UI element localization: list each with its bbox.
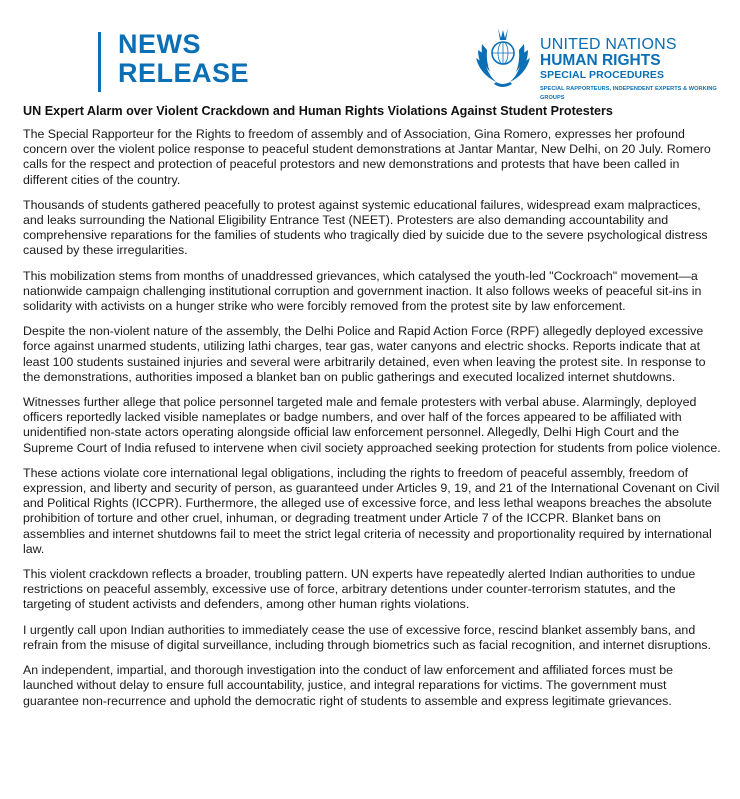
news-label: NEWS (118, 29, 201, 59)
paragraph: An independent, impartial, and thorough investigation into the conduct of law enforcement and affiliated forces must be launched without delay to ensure full accountability, justice, and integral reparations for victims. The government must guarantee non-recurrence and uphold the democratic right of students to assemble and express legitimate grievances. (23, 663, 674, 708)
paragraph: The Special Rapporteur for the Rights to freedom of assembly and of Association, Gina Romero, expresses her profound concern over the violent police response to peaceful student demonstrations at Jantar Mantar, New Delhi, on 20 July. Romero calls for the respect and protection of peaceful protestors and new demonstrations and protests that have been called in different cities of the country. (23, 127, 711, 187)
divider-bar (98, 32, 101, 92)
un-text-block (540, 36, 730, 103)
un-human-rights-logo (470, 26, 730, 101)
release-label: RELEASE (118, 58, 250, 88)
paragraph: This mobilization stems from months of unaddressed grievances, which catalysed the youth-led "Cockroach" movement—a nationwide campaign challenging institutional corruption and government inaction. It also follows weeks of peaceful sit-ins in solidarity with activists on a hunger strike who were forcibly removed from the protest site by law enforcement. (23, 268, 702, 314)
paragraph: Despite the non-violent nature of the assembly, the Delhi Police and Rapid Action Force (RPF) allegedly deployed excessive force against unarmed students, utilizing lathi charges, tear gas, water canyons and electric shocks. Reports indicate that at least 100 students sustained injuries and several were arbitrarily detained, even when leaving the protest site. In response to the demonstrations, authorities imposed a blanket ban on public gatherings and executed localized internet shutdowns. (23, 324, 706, 384)
document-title: UN Expert Alarm over Violent Crackdown and Human Rights Violations Against Student Protesters (23, 104, 613, 118)
org-line-3: SPECIAL PROCEDURES (540, 69, 665, 81)
news-release-label (118, 30, 249, 88)
paragraph: This violent crackdown reflects a broader, troubling pattern. UN experts have repeatedly alerted Indian authorities to undue restrictions on peaceful assembly, excessive use of force, arbitrary detentions under counter-terrorism statutes, and the targeting of student activists and defenders, among other human rights violations. (23, 567, 696, 612)
org-line-4: SPECIAL RAPPORTEURS, INDEPENDENT EXPERTS & WORKING GROUPS (540, 86, 717, 101)
un-emblem-icon (470, 26, 536, 92)
org-line-2: HUMAN RIGHTS (540, 52, 661, 69)
paragraph: These actions violate core international legal obligations, including the rights to freedom of peaceful assembly, freedom of expression, and liberty and security of person, as guaranteed under Articles 9, 19, and 21 of the International Covenant on Civil and Political Rights (ICCPR). Furthermore, the alleged use of excessive force, and less lethal weapons breaches the absolute prohibition of torture and other cruel, inhuman, or degrading treatment under Article 7 of the ICCPR. Blanket bans on assemblies and internet shutdowns fail to meet the strict legal criteria of necessity and proportionality required by international law. (23, 465, 720, 556)
press-release-body (23, 104, 723, 719)
org-line-1: UNITED NATIONS (540, 36, 677, 53)
paragraph: Thousands of students gathered peacefully to protest against systemic educational failures, widespread exam malpractices, and leaks surrounding the National Eligibility Entrance Test (NEET). Protesters are also demanding accountability and comprehensive reparations for the families of students who tragically died by suicide due to the severe psychological distress caused by these irregularities. (23, 197, 708, 258)
header (0, 0, 740, 100)
paragraph: Witnesses further allege that police personnel targeted male and female protesters with verbal abuse. Alarmingly, deployed officers reportedly lacked visible nameplates or badge numbers, and over half of the forces appeared to be affiliated with unidentified non-state actors operating alongside official law enforcement personnel. Allegedly, Delhi High Court and the Supreme Court of India refused to intervene when civil society approached seeking protection for students from police violence. (23, 395, 721, 455)
paragraph: I urgently call upon Indian authorities to immediately cease the use of excessive force, rescind blanket assembly bans, and refrain from the misuse of digital surveillance, including through biometrics such as facial recognition, and internet disruptions. (23, 622, 712, 652)
